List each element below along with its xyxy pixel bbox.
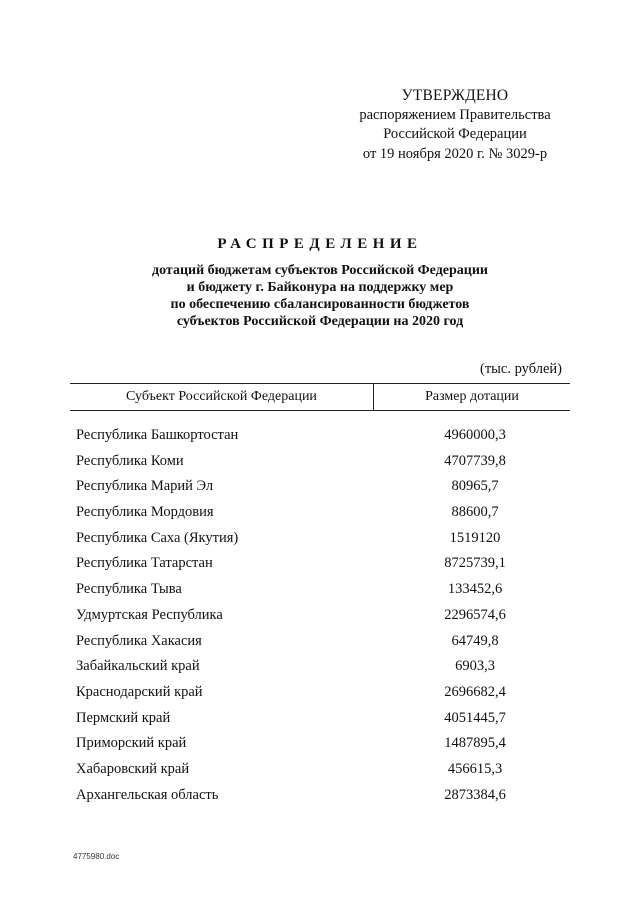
table-header xyxy=(70,383,570,411)
subject-cell: Республика Башкортостан xyxy=(76,427,239,443)
subject-cell: Архангельская область xyxy=(76,786,219,803)
table-row xyxy=(0,449,640,475)
amount-cell: 2696682,4 xyxy=(444,683,506,700)
subtitle-line: субъектов Российской Федерации на 2020 год xyxy=(176,314,464,329)
amount-cell: 456615,3 xyxy=(447,760,503,777)
table-row xyxy=(0,551,640,577)
amount-cell: 1487895,4 xyxy=(444,735,506,752)
subtitle-line: по обеспечению сбалансированности бюджетов xyxy=(170,297,470,312)
subject-cell: Краснодарский край xyxy=(76,683,203,700)
column-header-subject: Субъект Российской Федерации xyxy=(70,384,374,410)
table-row xyxy=(0,526,640,552)
amount-cell: 8725739,1 xyxy=(444,555,506,572)
approval-stamp xyxy=(340,86,570,164)
amount-cell: 88600,7 xyxy=(451,504,499,521)
amount-cell: 4707739,8 xyxy=(444,452,506,469)
subtitle-line: дотаций бюджетам субъектов Российской Федерации xyxy=(152,263,488,278)
table-row xyxy=(0,680,640,706)
table-row xyxy=(0,706,640,732)
subject-cell: Республика Хакасия xyxy=(76,632,202,649)
approval-government: Российской Федерации xyxy=(383,126,527,142)
table-row xyxy=(0,757,640,783)
subject-cell: Республика Саха (Якутия) xyxy=(76,529,239,546)
amount-cell: 64749,8 xyxy=(451,632,499,649)
document-title-block xyxy=(80,234,560,330)
table-row xyxy=(0,731,640,757)
approval-authority: распоряжением Правительства xyxy=(359,106,551,123)
amount-cell: 4960000,3 xyxy=(444,427,506,443)
approved-heading: УТВЕРЖДЕНО xyxy=(401,87,509,104)
amount-cell: 4051445,7 xyxy=(444,709,506,726)
subject-cell: Республика Марий Эл xyxy=(76,478,214,495)
file-code: 4775980.doc xyxy=(73,852,120,861)
subtitle-line: и бюджету г. Байконура на поддержку мер xyxy=(186,280,454,295)
column-header-amount: Размер дотации xyxy=(425,389,519,404)
table-row xyxy=(0,783,640,809)
subject-cell: Республика Мордовия xyxy=(76,504,214,521)
approval-date-number: от 19 ноября 2020 г. № 3029-р xyxy=(362,145,548,162)
subject-cell: Республика Тыва xyxy=(76,581,182,598)
table-row xyxy=(0,500,640,526)
table-body xyxy=(0,423,640,808)
amount-cell: 1519120 xyxy=(449,529,501,546)
document-subtitle xyxy=(80,262,560,330)
amount-cell: 2873384,6 xyxy=(444,786,506,803)
subject-cell: Приморский край xyxy=(76,735,187,752)
subject-cell: Пермский край xyxy=(76,709,171,726)
document-title: РАСПРЕДЕЛЕНИЕ xyxy=(217,236,423,252)
amount-cell: 80965,7 xyxy=(451,478,499,495)
table-row xyxy=(0,629,640,655)
amount-cell: 6903,3 xyxy=(455,658,495,675)
amount-cell: 2296574,6 xyxy=(444,606,506,623)
subject-cell: Забайкальский край xyxy=(76,658,200,675)
table-row xyxy=(0,423,640,449)
subject-cell: Удмуртская Республика xyxy=(76,606,223,623)
amount-cell: 133452,6 xyxy=(447,581,503,598)
table-row xyxy=(0,603,640,629)
table-row xyxy=(0,577,640,603)
table-row xyxy=(0,654,640,680)
subject-cell: Республика Коми xyxy=(76,452,184,469)
table-row xyxy=(0,474,640,500)
units-label: (тыс. рублей) xyxy=(480,361,562,377)
subject-cell: Хабаровский край xyxy=(76,760,190,777)
subject-cell: Республика Татарстан xyxy=(76,555,213,572)
